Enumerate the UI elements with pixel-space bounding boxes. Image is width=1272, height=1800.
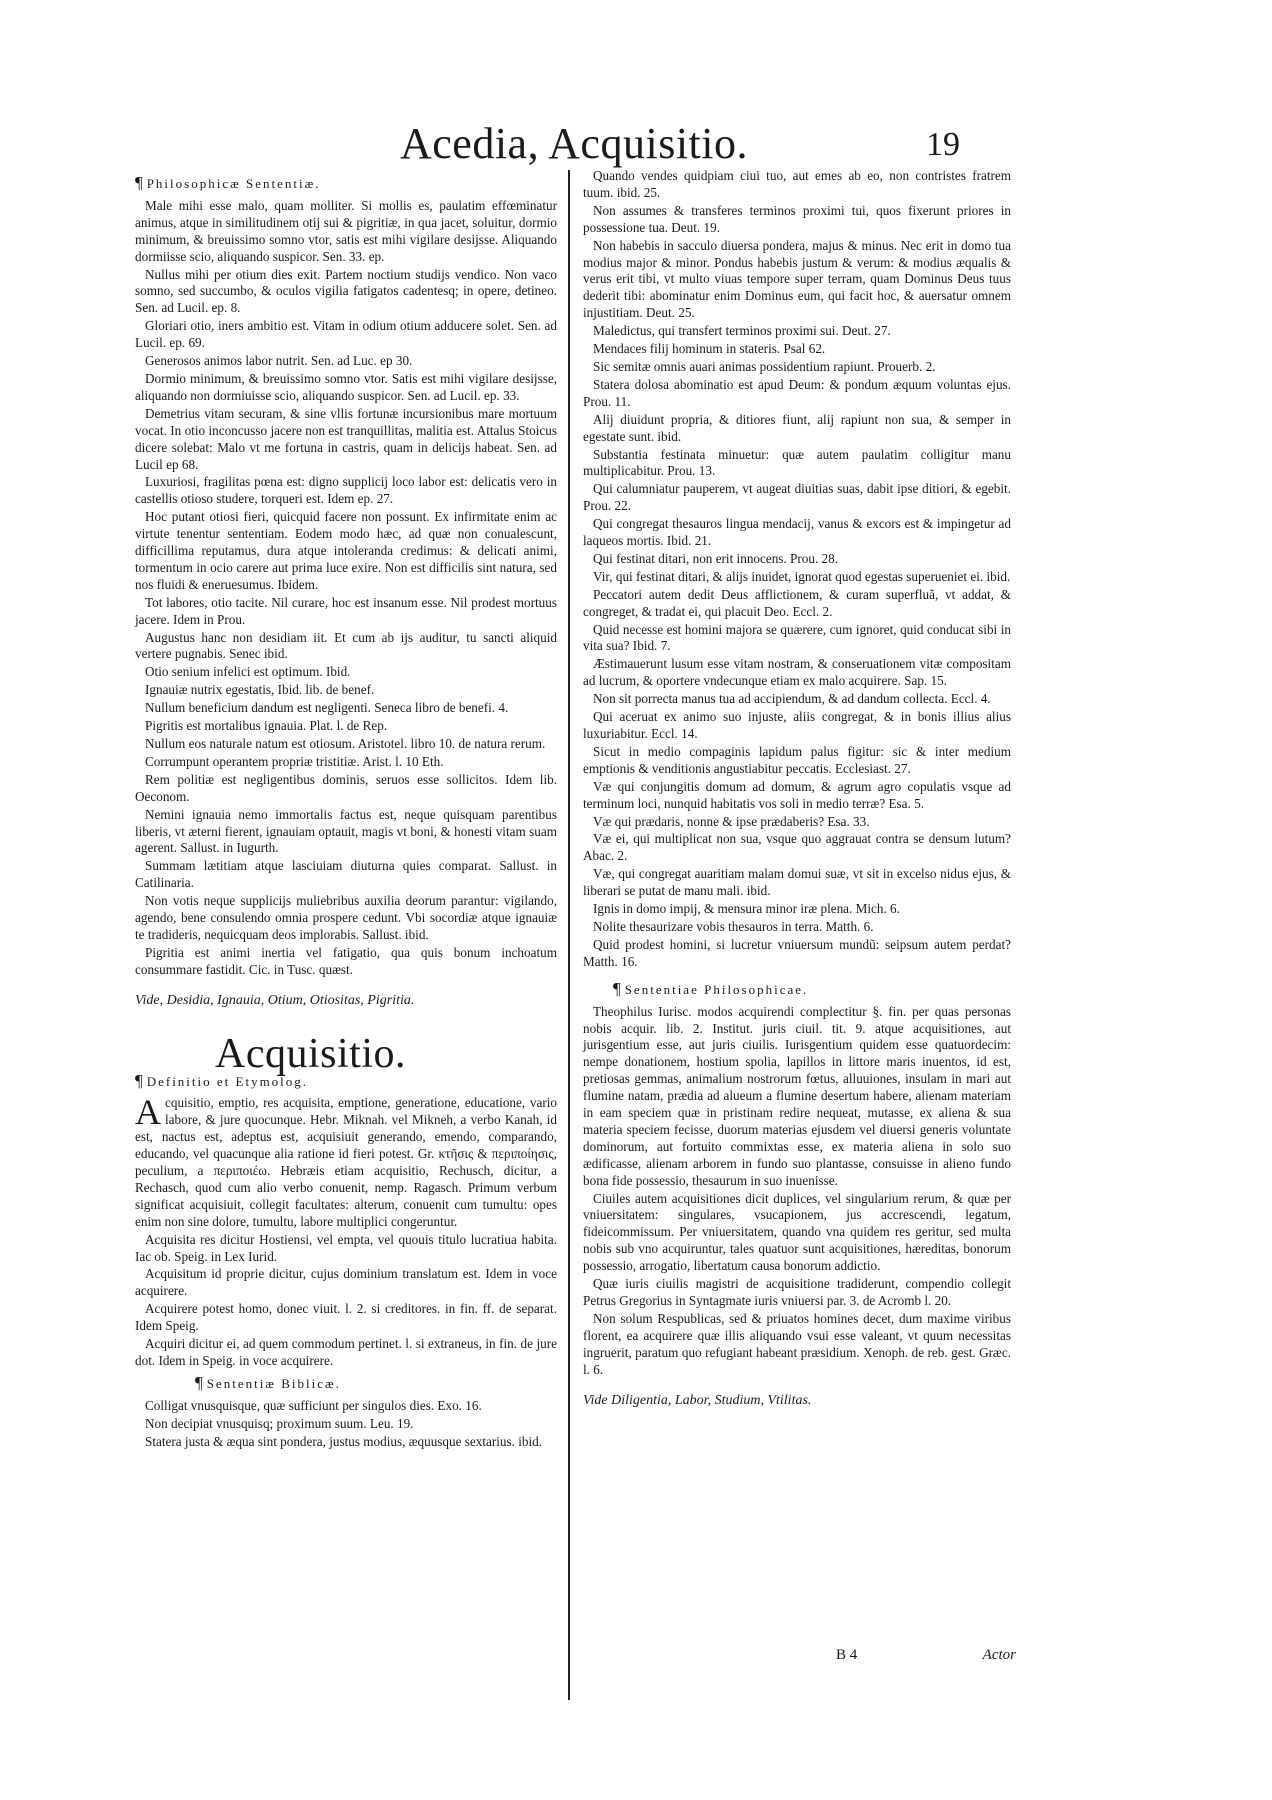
section-heading-text: Definitio et Etymolog. — [146, 1073, 309, 1089]
paragraph: Quid necesse est homini majora se quærere, cum ignoret, quid conducat sibi in vita sua? Ibid. 7. — [583, 621, 1011, 654]
right-column — [583, 168, 1011, 1410]
pilcrow-icon: ¶ — [195, 1372, 203, 1392]
signature-mark: B 4 — [836, 1647, 858, 1663]
paragraph: Pigritis est mortalibus ignauia. Plat. l. de Rep. — [145, 718, 388, 734]
paragraph: Quid prodest homini, si lucretur vniuersum mundũ: seipsum autem perdat? Matth. 16. — [583, 936, 1011, 969]
paragraph: Quæ iuris ciuilis magistri de acquisitione tradiderunt, compendio collegit Petrus Gregorius in Syntagmate iuris vniuersi par. 3. de Acromb l. 20. — [583, 1276, 1011, 1308]
paragraph: Summam lætitiam atque lasciuiam diuturna quies comparat. Sallust. in Catilinaria. — [135, 858, 557, 891]
see-also: Vide, Desidia, Ignauia, Otium, Otiositas, Pigritia. — [135, 992, 415, 1008]
left-column — [135, 170, 557, 1452]
paragraph: Quando vendes quidpiam ciui tuo, aut emes ab eo, non contristes fratrem tuum. ibid. 25. — [583, 168, 1011, 200]
page-footer — [836, 1647, 1016, 1677]
paragraph: Qui aceruat ex animo suo injuste, aliis congregat, & in bonis illius alius luxuriabitur. Eccl. 14. — [583, 709, 1011, 741]
paragraph: Maledictus, qui transfert terminos proximi sui. Deut. 27. — [593, 323, 891, 339]
paragraph: Non habebis in sacculo diuersa pondera, majus & minus. Nec erit in domo tua modius major & minor. Pondus habebis justum & verum: & modius æqualis & verus erit tibi, vt multo viuas tempore super terram, quam Dominus Deus tuus dederit tibi: abominatur enim Dominus eum, qui facit hoc, & auersatur omnem injustitiam. Deut. 25. — [583, 237, 1011, 321]
paragraph: Otio senium infelici est optimum. Ibid. — [145, 664, 351, 680]
section-heading-text: Philosophicæ Sententiæ. — [146, 176, 321, 191]
paragraph: Pigritia est animi inertia vel fatigatio, qua quis bonum inchoatum consummare fastidit. Cic. in Tusc. quæst. — [135, 944, 557, 977]
running-title: Acedia, Acquisitio. — [400, 119, 748, 168]
paragraph: Sic semitæ omnis auari animas possidentium rapiunt. Prouerb. 2. — [593, 358, 936, 374]
paragraph: Gloriari otio, iners ambitio est. Vitam in odium otium adducere solet. Sen. ad Lucil. ep. 69. — [135, 318, 557, 351]
paragraph: Non sit porrecta manus tua ad accipiendum, & ad dandum collecta. Eccl. 4. — [593, 691, 991, 707]
section-heading-text: Sententiae Philosophicae. — [624, 981, 809, 997]
section-heading — [195, 1372, 557, 1393]
catchword: Actor — [982, 1647, 1016, 1663]
paragraph: Peccatori autem dedit Deus afflictionem, & curam superfluã, vt addat, & congreget, & tradat ei, qui placuit Deo. Eccl. 2. — [583, 586, 1011, 619]
paragraph: Sicut in medio compaginis lapidum palus figitur: sic & inter medium emptionis & venditionis angustiabitur peccatis. Ecclesiast. 27. — [583, 743, 1011, 776]
paragraph: Demetrius vitam securam, & sine vllis fortunæ incursionibus mare mortuum vocat. In otio inconcusso jacere non est tranquillitas, malitia est. Attalus Stoicus dicere solebat: Malo vt me fortuna in castris, quam in delicijs habeat. Sen. ad Lucil ep 68. — [135, 405, 557, 472]
paragraph: Statera dolosa abominatio est apud Deum: & pondum æquum voluntas ejus. Prou. 11. — [583, 376, 1011, 409]
paragraph: Væ ei, qui multiplicat non sua, vsque quo aggrauat contra se densum lutum? Abac. 2. — [583, 831, 1011, 864]
paragraph: Acquisita res dicitur Hostiensi, vel empta, vel quouis titulo lucratiua habita. Iac ob. Speig. in Lex Iurid. — [135, 1231, 557, 1264]
paragraph: Nemini ignauia nemo immortalis factus est, neque quisquam parentibus liberis, vt æterni fierent, ignauiam optauit, magis vt boni, & honesti vitam suam agerent. Sallust. in Iugurth. — [135, 806, 557, 856]
pilcrow-icon: ¶ — [613, 978, 621, 998]
paragraph: Colligat vnusquisque, quæ sufficiunt per singulos dies. Exo. 16. — [145, 1397, 482, 1413]
drop-cap: A — [135, 1092, 161, 1133]
paragraph: Male mihi esse malo, quam molliter. Si mollis es, paulatim effœminatur animus, atque in similitudinem otij sui & pigritiæ, in qua jacet, soluitur, dormio minimum, & breuissimo somno vtor, satis est mihi vigilare desijsse. Aliquando dormiisse scio, aliquando suspicor. Sen. 33. ep. — [135, 197, 557, 264]
section-heading — [135, 175, 557, 193]
page-number: 19 — [926, 126, 960, 163]
paragraph: Acquiri dicitur ei, ad quem commodum pertinet. l. si extraneus, in fin. de jure dot. Idem in Speig. in voce acquirere. — [135, 1336, 557, 1368]
paragraph: Dormio minimum, & breuissimo somno vtor. Satis est mihi vigilare desijsse, aliquando non dormiuisse scio, aliquando suspicor. Sen. ad Lucil. ep. 33. — [135, 370, 557, 403]
paragraph: Qui congregat thesauros lingua mendacij, vanus & excors est & impingetur ad laqueos mortis. Ibid. 21. — [583, 516, 1011, 549]
paragraph: Væ qui conjungitis domum ad domum, & agrum agro copulatis vsque ad terminum loci, nunquid habitatis vos soli in medio terræ? Esa. 5. — [583, 778, 1011, 811]
column-divider — [568, 170, 570, 1700]
paragraph: Ciuiles autem acquisitiones dicit duplices, vel singularium rerum, & quæ per vniuersitatem: singulares, vsucapionem, jus accrescendi, legatum, fideicommissum. Per vniuersitatem, quando vna quidem res geritur, sed multa nobis sub vno acquiruntur, tales quatuor sunt acquisitiones, hæreditas, bonorum possessio, arrogatio, libertatum causa bonorum addictio. — [583, 1190, 1011, 1274]
entry-title: Acquisitio. — [215, 1030, 406, 1077]
paragraph: Alij diuidunt propria, & ditiores fiunt, alij rapiunt non sua, & semper in egestate sunt. ibid. — [583, 411, 1011, 444]
paragraph: Vir, qui festinat ditari, & alijs inuidet, ignorat quod egestas superueniet ei. ibid. — [593, 568, 1011, 584]
paragraph: Acquirere potest homo, donec viuit. l. 2. si creditores. in fin. ff. de separat. Idem Speig. — [135, 1301, 557, 1334]
paragraph: Theophilus Iurisc. modos acquirendi complectitur §. fin. per quas personas nobis acquir. lib. 2. Institut. juris ciuil. tit. 9. atque acquisitiones, aut jurisgentium esse, aut juris ciuilis. Iurisgentium quidem esse quatuordecim: nempe donationem, hostium spolia, lapillos in littore maris inuentos, id est, pretiosas gemmas, animalium nostrorum fœtus, alluuiones, insulam in mari aut flumine natam, prædia ad alueum a flumine desertum habere, alienam materiam in eam speciem quæ in pristinam redire nequeat, mutasse, ex aliena & sua materia speciem fecisse, duorum materias ejusdem vel diuersi generis voluntate dominorum, aut fortuito commixtas esse, ex materia aliena in solo suo ædificasse, alienam arborem in fundo suo plantasse, consuisse in alieno fundo bona fide possessio, thesaurum in suo inuenisse. — [583, 1003, 1011, 1188]
paragraph: Nullum eos naturale natum est otiosum. Aristotel. libro 10. de natura rerum. — [145, 736, 546, 751]
paragraph: Ignauiæ nutrix egestatis, Ibid. lib. de benef. — [145, 682, 375, 698]
paragraph: Nolite thesaurizare vobis thesauros in terra. Matth. 6. — [593, 918, 874, 934]
paragraph: Qui calumniatur pauperem, vt augeat diuitias suas, dabit ipse ditiori, & egebit. Prou. 22. — [583, 481, 1011, 514]
paragraph: Nullus mihi per otium dies exit. Partem noctium studijs vendico. Non vaco somno, sed succumbo, & oculos vigilia fatigatos cadentesq; in opere, detineo. Sen. ad Lucil. ep. 8. — [135, 266, 557, 316]
pilcrow-icon: ¶ — [135, 1070, 143, 1090]
paragraph: Mendaces filij hominum in stateris. Psal 62. — [593, 341, 826, 357]
paragraph: Acquisitum id proprie dicitur, cujus dominium translatum est. Idem in voce acquirere. — [135, 1266, 557, 1299]
paragraph: Nullum beneficium dandum est negligenti. Seneca libro de benefi. 4. — [145, 700, 509, 716]
paragraph: Non solum Respublicas, sed & priuatos homines decet, dum maxime viribus florent, ea acquirere quæ illis aliquando vsui esse valeant, vt quum necessitas ingruerit, paratum quo refugiant habeant præsidium. Xenoph. de reb. gest. Græc. l. 6. — [583, 1310, 1011, 1377]
paragraph: Æstimauerunt lusum esse vitam nostram, & conseruationem vitæ compositam ad lucrum, & oportere vndecunque etiam ex malo acquirere. Sap. 15. — [583, 656, 1011, 689]
paragraph: Non decipiat vnusquisq; proximum suum. Leu. 19. — [145, 1415, 414, 1431]
paragraph: Væ, qui congregat auaritiam malam domui suæ, vt sit in excelso nidus ejus, & liberari se putat de manu mali. ibid. — [583, 866, 1011, 899]
paragraph: Rem politiæ est negligentibus dominis, seruos esse sollicitos. Idem lib. Oeconom. — [135, 771, 557, 804]
paragraph: Ignis in domo impij, & mensura minor iræ plena. Mich. 6. — [593, 901, 900, 917]
paragraph: Corrumpunt operantem propriæ tristitiæ. Arist. l. 10 Eth. — [145, 753, 444, 769]
paragraph: Non votis neque supplicijs muliebribus auxilia deorum parantur: vigilando, agendo, bene consulendo omnia prospere cedunt. Vbi socordiæ atque ignauiæ te tradideris, nequicquam deos implorabis. Sallust. ibid. — [135, 893, 557, 942]
section-heading-text: Sententiæ Biblicæ. — [206, 1375, 341, 1391]
paragraph: Substantia festinata minuetur: quæ autem paulatim colligitur manu multiplicabitur. Prou. 13. — [583, 446, 1011, 479]
paragraph: Væ qui prædaris, nonne & ipse prædaberis? Esa. 33. — [593, 813, 870, 829]
paragraph: Generosos animos labor nutrit. Sen. ad Luc. ep 30. — [145, 353, 413, 369]
paragraph: Non assumes & transferes terminos proximi tui, quos fixerunt priores in possessione tua. Deut. 19. — [583, 202, 1011, 235]
paragraph: Statera justa & æqua sint pondera, justus modius, æquusque sextarius. ibid. — [145, 1433, 543, 1449]
paragraph: Qui festinat ditari, non erit innocens. Prou. 28. — [593, 550, 839, 566]
paragraph: Tot labores, otio tacite. Nil curare, hoc est insanum esse. Nil prodest mortuus jacere. Idem in Prou. — [135, 594, 557, 627]
section-heading — [613, 978, 1011, 999]
paragraph: Augustus hanc non desidiam iit. Et cum ab ijs auditur, tu sancti aliquid vertere pugnabis. Senec ibid. — [135, 629, 557, 662]
paragraph: Luxuriosi, fragilitas pœna est: digno supplicij loco labor est: delicatis vero in castellis otioso studere, torqueri est. Idem ep. 27. — [135, 474, 557, 507]
paragraph — [135, 1092, 557, 1230]
paragraph-text: cquisitio, emptio, res acquisita, emptione, generatione, educatione, vario labore, & jure quocunque. Hebr. Miknah. vel Mikneh, a verbo Kanah, id est, nactus est, adeptus est, acquisiuit generando, emendo, comparando, educando, vel quacunque alia ratione id fieri potest. Gr. κτῆσις & περιποίησις, peculium, a περιποιέω. Hebræis etiam acquisitio, Rechusch, dicitur, a Rechasch, quod cum alio verbo conuenit, nemp. Ragasch. Primum verbum significat acquisiuit, collegit facultates: alterum, conuenit cum tumultu: opes enim non sine dolore, tumultu, labore multiplici congeruntur. — [135, 1095, 557, 1229]
see-also: Vide Diligentia, Labor, Studium, Vtilitas. — [583, 1392, 812, 1408]
pilcrow-icon: ¶ — [135, 173, 143, 192]
paragraph: Hoc putant otiosi fieri, quicquid facere non possunt. Ex infirmitate enim ac virtute tenentur sententiam. Eodem modo hæc, ad quæ non conualescunt, difficillima reputamus, dura atque intoleranda credimus: & delicati animi, tormentum in ocio carere aut prima luce exire. Non est difficilis sint natura, sed nos fluidi & eneruesumus. Ibidem. — [135, 509, 557, 592]
